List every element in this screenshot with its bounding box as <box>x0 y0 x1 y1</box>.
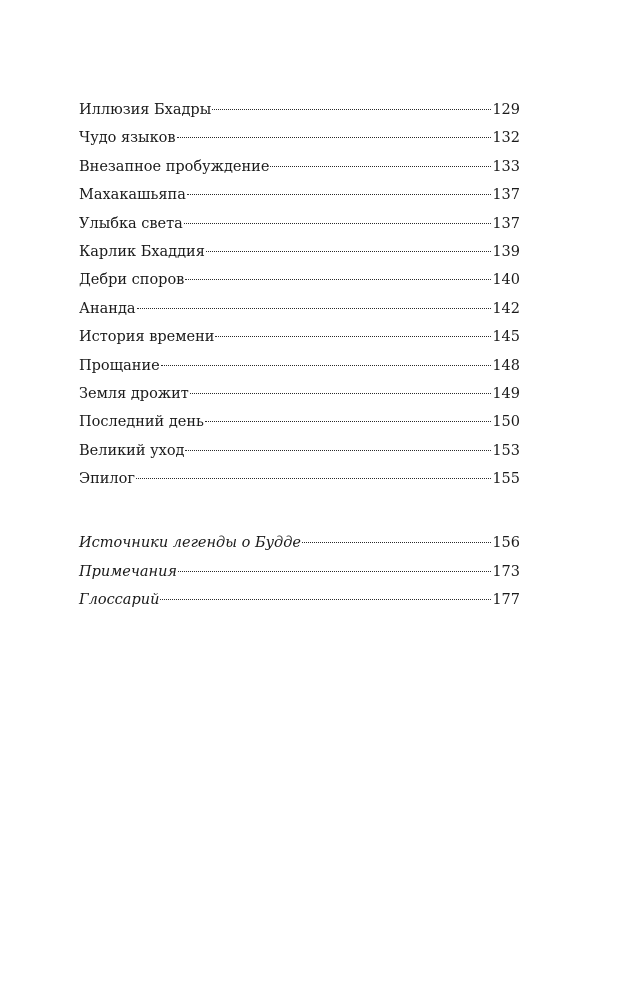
toc-entry-title: Последний день <box>79 414 204 431</box>
toc-leader-dots <box>206 251 491 252</box>
toc-leader-dots <box>302 542 491 543</box>
toc-leader-dots <box>215 336 491 337</box>
toc-leader-dots <box>137 308 492 309</box>
toc-leader-dots <box>160 599 491 600</box>
toc-entry <box>79 238 520 266</box>
toc-entry-page: 177 <box>492 592 520 609</box>
toc-leader-dots <box>205 421 491 422</box>
table-of-contents <box>79 96 520 615</box>
toc-entry-page: 129 <box>492 102 520 118</box>
toc-entry <box>79 408 520 436</box>
toc-entry-page: 137 <box>492 215 520 232</box>
toc-entry-title: Великий уход <box>79 442 185 459</box>
toc-entry-title: Прощание <box>79 357 160 374</box>
toc-entry-title: Ананда <box>79 300 136 317</box>
toc-entry-page: 153 <box>492 442 520 459</box>
toc-entry-page: 150 <box>492 414 520 431</box>
toc-entry <box>79 181 520 209</box>
toc-leader-dots <box>177 137 492 138</box>
toc-leader-dots <box>212 109 491 110</box>
toc-leader-dots <box>184 223 492 224</box>
toc-entry-title: Чудо языков <box>79 130 176 147</box>
toc-leader-dots <box>161 365 492 366</box>
toc-entry-page: 145 <box>492 329 520 346</box>
toc-entry-title: Махакашьяпа <box>79 187 186 204</box>
toc-leader-dots <box>190 393 491 394</box>
toc-entry-page: 137 <box>492 187 520 204</box>
toc-leader-dots <box>136 478 491 479</box>
toc-entry-title: История времени <box>79 329 215 346</box>
toc-entry <box>79 153 520 181</box>
toc-entry <box>79 586 520 614</box>
toc-entry-title: Примечания <box>79 563 178 580</box>
toc-entry-page: 142 <box>492 300 520 317</box>
toc-entry-page: 133 <box>492 158 520 175</box>
toc-entry <box>79 210 520 238</box>
toc-entry <box>79 323 520 351</box>
toc-entry-title: Карлик Бхаддия <box>79 243 205 260</box>
toc-entry-title: Улыбка света <box>79 215 183 232</box>
toc-entry-title: Иллюзия Бхадры <box>79 102 212 118</box>
toc-leader-dots <box>178 571 491 572</box>
toc-entry <box>79 558 520 586</box>
toc-entry-title: Дебри споров <box>79 272 185 289</box>
toc-entry <box>79 437 520 465</box>
toc-leader-dots <box>185 279 491 280</box>
toc-entry <box>79 96 520 124</box>
toc-entry-page: 156 <box>492 535 520 552</box>
toc-entry-title: Источники легенды о Будде <box>79 535 302 552</box>
toc-entry-page: 173 <box>492 563 520 580</box>
toc-leader-dots <box>270 166 491 167</box>
toc-entry-title: Глоссарий <box>79 592 160 609</box>
toc-leader-dots <box>187 194 491 195</box>
toc-entry-page: 148 <box>492 357 520 374</box>
toc-entry <box>79 465 520 493</box>
toc-entry-title: Земля дрожит <box>79 385 189 402</box>
toc-entry <box>79 352 520 380</box>
toc-entry-title: Эпилог <box>79 471 135 488</box>
toc-chapters <box>79 96 520 493</box>
toc-leader-dots <box>185 450 491 451</box>
toc-entry <box>79 380 520 408</box>
toc-entry-page: 140 <box>492 272 520 289</box>
toc-entry-page: 149 <box>492 385 520 402</box>
toc-entry-page: 132 <box>492 130 520 147</box>
toc-entry-title: Внезапное пробуждение <box>79 158 270 175</box>
toc-entry-page: 155 <box>492 471 520 488</box>
toc-entry <box>79 266 520 294</box>
toc-entry <box>79 529 520 557</box>
toc-entry-page: 139 <box>492 243 520 260</box>
toc-entry <box>79 124 520 152</box>
toc-entry <box>79 295 520 323</box>
toc-appendix <box>79 529 520 614</box>
